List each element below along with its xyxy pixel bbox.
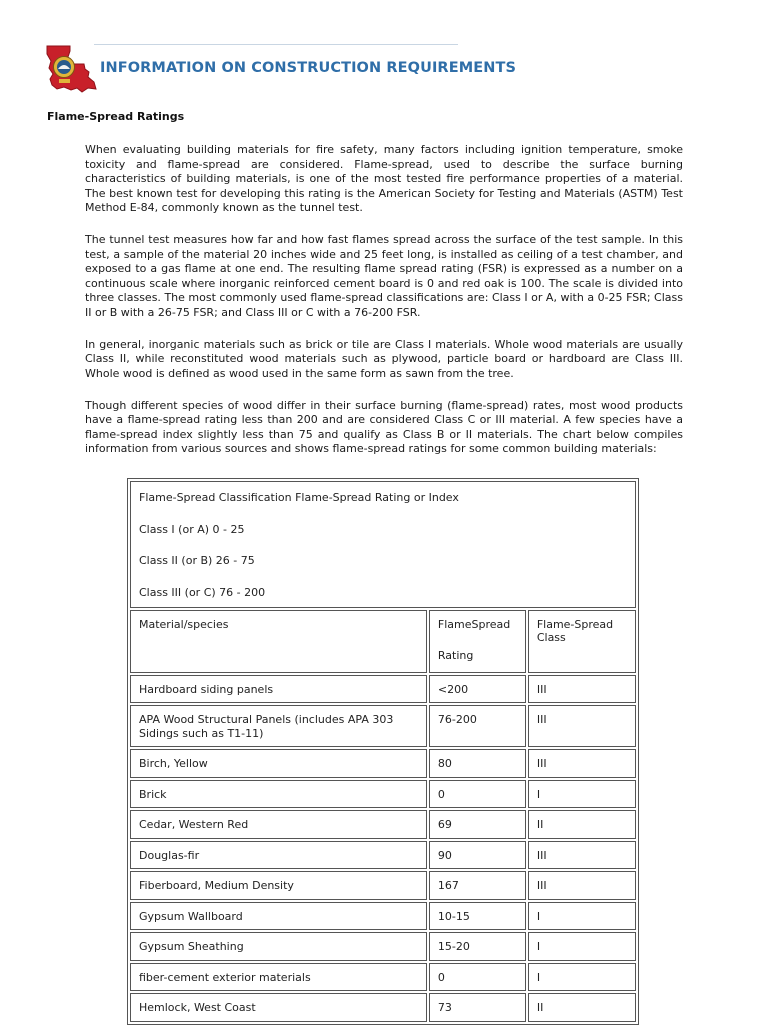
material-cell: Gypsum Wallboard xyxy=(130,902,427,931)
column-header-class: Flame-Spread Class xyxy=(528,610,636,673)
class-cell: III xyxy=(528,841,636,870)
class-cell: III xyxy=(528,749,636,778)
summary-class-3: Class III (or C) 76 - 200 xyxy=(139,585,266,599)
material-cell: Fiberboard, Medium Density xyxy=(130,871,427,900)
header-divider xyxy=(94,44,458,45)
class-cell: III xyxy=(528,675,636,704)
class-cell: II xyxy=(528,993,636,1022)
class-cell: III xyxy=(528,871,636,900)
summary-heading: Flame-Spread Classification Flame-Spread Rating or Index xyxy=(139,491,459,504)
material-cell: Gypsum Sheathing xyxy=(130,932,427,961)
article-body xyxy=(85,143,683,474)
rating-cell: 76-200 xyxy=(429,705,526,747)
classification-summary-row xyxy=(130,481,636,608)
table-row xyxy=(130,841,636,870)
table-row xyxy=(130,749,636,778)
louisiana-state-seal-icon xyxy=(44,44,98,94)
section-heading: Flame-Spread Ratings xyxy=(47,110,185,123)
table-row xyxy=(130,963,636,992)
flame-spread-table xyxy=(127,478,639,1025)
material-cell: Birch, Yellow xyxy=(130,749,427,778)
rating-cell: 15-20 xyxy=(429,932,526,961)
material-cell: Cedar, Western Red xyxy=(130,810,427,839)
page-title: INFORMATION ON CONSTRUCTION REQUIREMENTS xyxy=(100,60,517,76)
rating-cell: 80 xyxy=(429,749,526,778)
material-cell: Hemlock, West Coast xyxy=(130,993,427,1022)
column-header-rating-line1: FlameSpread xyxy=(437,617,511,631)
column-header-rating xyxy=(429,610,526,673)
paragraph: Though different species of wood differ in their surface burning (flame-spread) rates, most wood products have a flame-spread rating less than 200 and are considered Class C or III material. A few species have a flame-spread index slightly less than 75 and qualify as Class B or II materials. The chart below compiles information from various sources and shows flame-spread ratings for some common building materials: xyxy=(85,398,683,455)
table-row xyxy=(130,932,636,961)
table-row xyxy=(130,871,636,900)
class-cell: II xyxy=(528,810,636,839)
rating-cell: 90 xyxy=(429,841,526,870)
table-row xyxy=(130,675,636,704)
material-cell: Brick xyxy=(130,780,427,809)
table-row xyxy=(130,705,636,747)
table-row xyxy=(130,810,636,839)
column-header-material: Material/species xyxy=(130,610,427,673)
table-row xyxy=(130,902,636,931)
column-header-row xyxy=(130,610,636,673)
rating-cell: 69 xyxy=(429,810,526,839)
paragraph: When evaluating building materials for fire safety, many factors including ignition temperature, smoke toxicity and flame-spread are considered. Flame-spread, used to describe the surface burning characteristics of building materials, is one of the most tested fire performance properties of a material. The best known test for developing this rating is the American Society for Testing and Materials (ASTM) Test Method E-84, commonly known as the tunnel test. xyxy=(85,143,683,214)
rating-cell: <200 xyxy=(429,675,526,704)
table-row xyxy=(130,780,636,809)
material-cell: Douglas-fir xyxy=(130,841,427,870)
class-cell: I xyxy=(528,780,636,809)
table-row xyxy=(130,993,636,1022)
material-cell: Hardboard siding panels xyxy=(130,675,427,704)
rating-cell: 167 xyxy=(429,871,526,900)
rating-cell: 10-15 xyxy=(429,902,526,931)
summary-class-2: Class II (or B) 26 - 75 xyxy=(139,554,255,567)
paragraph: In general, inorganic materials such as brick or tile are Class I materials. Whole wood materials are usually Class II, while reconstituted wood materials such as plywood, particle board or hardboard are Class III. Whole wood is defined as wood used in the same form as sawn from the tree. xyxy=(85,337,683,380)
material-cell: APA Wood Structural Panels (includes APA 303 Sidings such as T1-11) xyxy=(130,705,427,747)
classification-summary-cell xyxy=(130,481,636,608)
column-header-rating-line2: Rating xyxy=(437,649,474,662)
rating-cell: 0 xyxy=(429,780,526,809)
rating-cell: 73 xyxy=(429,993,526,1022)
class-cell: I xyxy=(528,932,636,961)
material-cell: fiber-cement exterior materials xyxy=(130,963,427,992)
class-cell: III xyxy=(528,705,636,747)
paragraph: The tunnel test measures how far and how fast flames spread across the surface of the test sample. In this test, a sample of the material 20 inches wide and 25 feet long, is installed as ceiling of a test chamber, and exposed to a gas flame at one end. The resulting flame spread rating (FSR) is expressed as a number on a continuous scale where inorganic reinforced cement board is 0 and red oak is 100. The scale is divided into three classes. The most commonly used flame-spread classifications are: Class I or A, with a 0-25 FSR; Class II or B with a 26-75 FSR; and Class III or C with a 76-200 FSR. xyxy=(85,233,683,319)
class-cell: I xyxy=(528,963,636,992)
rating-cell: 0 xyxy=(429,963,526,992)
class-cell: I xyxy=(528,902,636,931)
summary-class-1: Class I (or A) 0 - 25 xyxy=(139,522,245,536)
